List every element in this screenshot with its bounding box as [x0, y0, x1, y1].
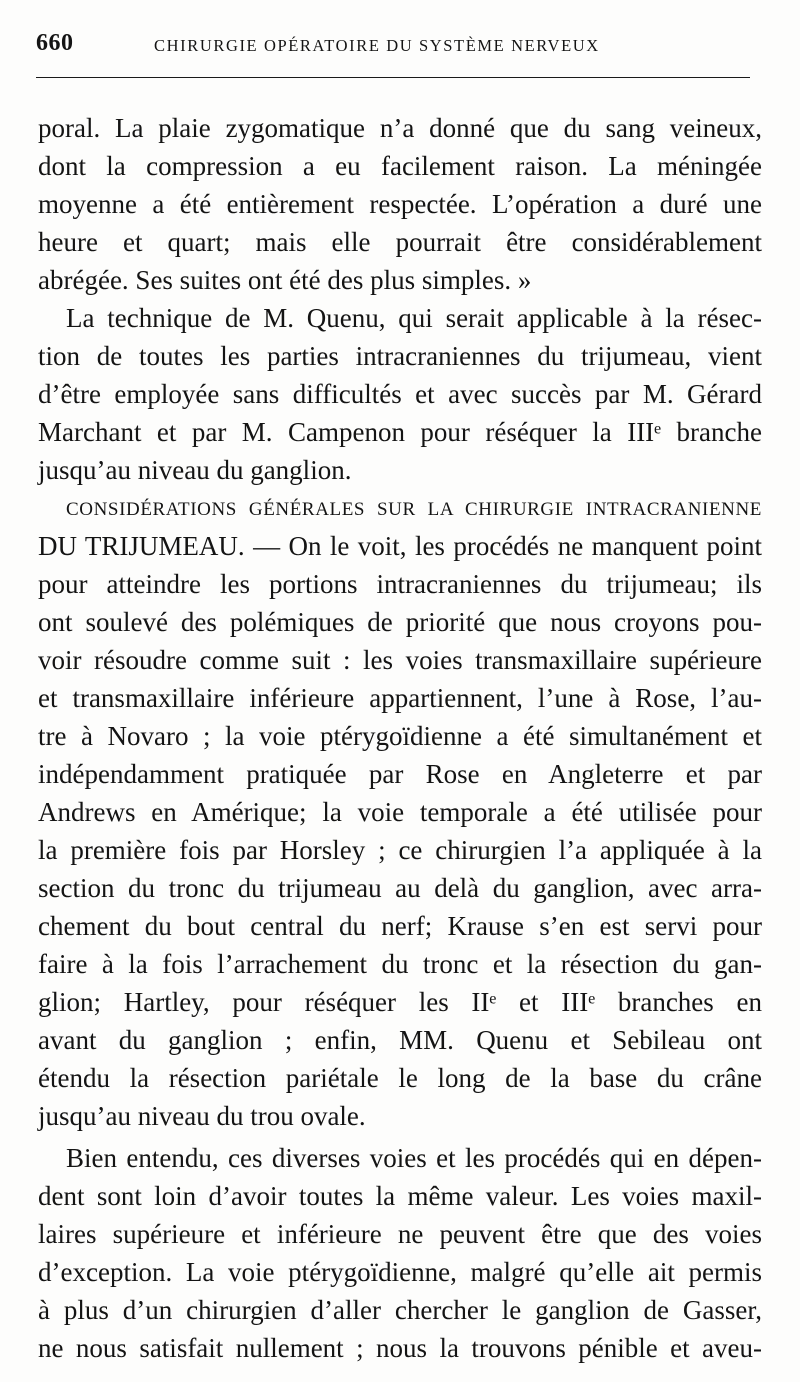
text-line: et transmaxillaire inférieure appartiennent, l’une à Rose, l’au- — [38, 683, 762, 713]
paragraph-first-line: Bien entendu, ces diverses voies et les procédés qui en dépen- — [66, 1143, 762, 1173]
text-line: tre à Novaro ; la voie ptérygoïdienne a été simultanément et — [38, 721, 762, 751]
text-line: avant du ganglion ; enfin, MM. Quenu et Sebileau ont — [38, 1025, 762, 1055]
text-line: tion de toutes les parties intracraniennes du trijumeau, vient — [38, 341, 762, 371]
section-heading: CONSIDÉRATIONS GÉNÉRALES SUR LA CHIRURGIE INTRACRANIENNE — [66, 499, 762, 520]
text-line: dent sont loin d’avoir toutes la même valeur. Les voies maxil- — [38, 1181, 762, 1211]
text-line: heure et quart; mais elle pourrait être considérablement — [38, 227, 762, 257]
text-line: poral. La plaie zygomatique n’a donné que du sang veineux, — [38, 113, 762, 143]
text-line: laires supérieure et inférieure ne peuvent être que des voies — [38, 1219, 762, 1249]
text-line: voir résoudre comme suit : les voies transmaxillaire supérieure — [38, 645, 762, 675]
text-line: chement du bout central du nerf; Krause s’en est servi pour — [38, 911, 762, 941]
text-line: Marchant et par M. Campenon pour réséquer la IIIᵉ branche — [38, 417, 762, 447]
text-line: indépendamment pratiquée par Rose en Angleterre et par — [38, 759, 762, 789]
text-line: glion; Hartley, pour réséquer les IIᵉ et IIIᵉ branches en — [38, 987, 762, 1017]
text-line: moyenne a été entièrement respectée. L’opération a duré une — [38, 189, 762, 219]
running-title: CHIRURGIE OPÉRATOIRE DU SYSTÈME NERVEUX — [154, 36, 600, 55]
paragraph-first-line: La technique de M. Quenu, qui serait applicable à la résec- — [66, 303, 762, 333]
text-line: ne nous satisfait nullement ; nous la trouvons pénible et aveu- — [38, 1333, 762, 1363]
text-line: dont la compression a eu facilement raison. La méningée — [38, 151, 762, 181]
text-line: section du tronc du trijumeau au delà du ganglion, avec arra- — [38, 873, 762, 903]
text-line: pour atteindre les portions intracraniennes du trijumeau; ils — [38, 569, 762, 599]
text-line: à plus d’un chirurgien d’aller chercher le ganglion de Gasser, — [38, 1295, 762, 1325]
header-rule — [36, 77, 750, 78]
text-line: ont soulevé des polémiques de priorité que nous croyons pou- — [38, 607, 762, 637]
text-line: DU TRIJUMEAU. — On le voit, les procédés ne manquent point — [38, 531, 762, 561]
text-line: jusqu’au niveau du ganglion. — [38, 455, 352, 485]
text-line: étendu la résection pariétale le long de la base du crâne — [38, 1063, 762, 1093]
text-line: abrégée. Ses suites ont été des plus simples. » — [38, 265, 532, 295]
text-line: Andrews en Amérique; la voie temporale a été utilisée pour — [38, 797, 762, 827]
text-line: la première fois par Horsley ; ce chirurgien l’a appliquée à la — [38, 835, 762, 865]
text-line: d’être employée sans difficultés et avec succès par M. Gérard — [38, 379, 762, 409]
text-line: jusqu’au niveau du trou ovale. — [38, 1101, 366, 1131]
page-number: 660 — [36, 30, 74, 56]
page-header — [36, 30, 760, 64]
text-line: d’exception. La voie ptérygoïdienne, malgré qu’elle ait permis — [38, 1257, 762, 1287]
text-line: faire à la fois l’arrachement du tronc et la résection du gan- — [38, 949, 762, 979]
